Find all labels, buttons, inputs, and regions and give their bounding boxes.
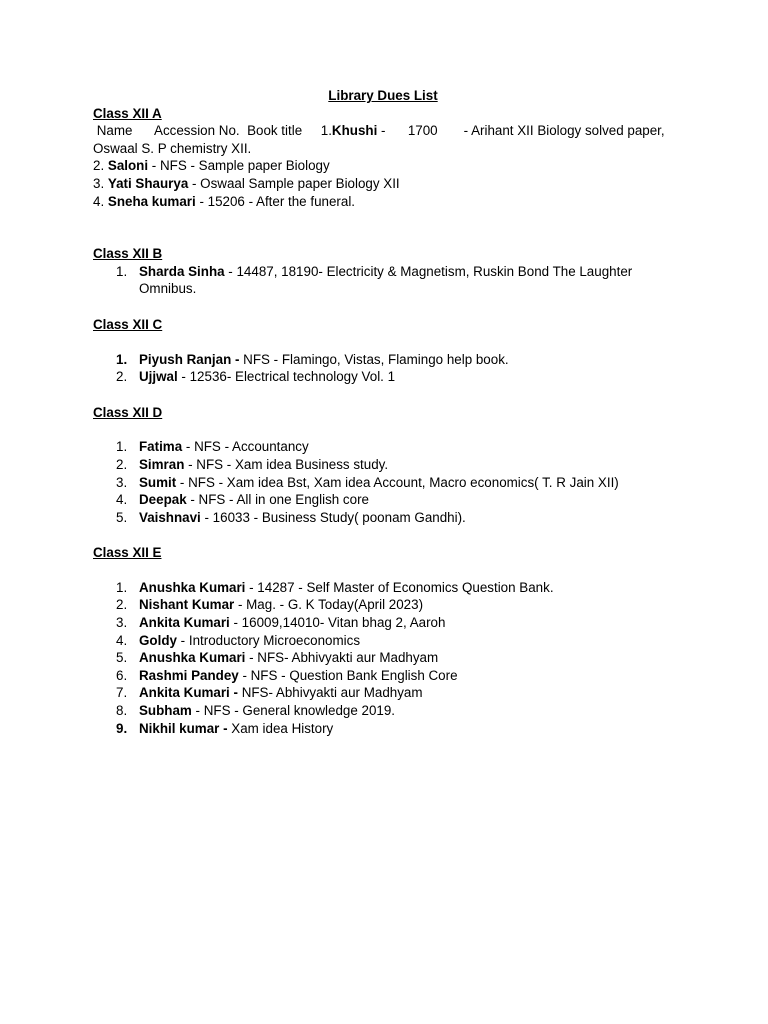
list-item [93, 368, 673, 386]
entry-details: NFS - Flamingo, Vistas, Flamingo help book. [239, 351, 509, 367]
section-heading-xii-b: Class XII B [93, 246, 163, 262]
section-heading-xii-a: Class XII A [93, 105, 162, 121]
student-name: Nishant Kumar [139, 597, 235, 613]
entry-number: 2. [116, 456, 128, 472]
student-name: Deepak [139, 492, 187, 508]
entry-details: - 14487, 18190- Electricity & Magnetism, Ruskin Bond The Laughter Omnibus. [139, 263, 633, 297]
spacer [93, 526, 673, 544]
entry-details: - NFS - Question Bank English Core [238, 667, 458, 683]
list-item [93, 614, 673, 632]
list-item [93, 632, 673, 650]
entry-details: NFS- Abhivyakti aur Madhyam [237, 685, 423, 701]
entry-details: - Oswaal Sample paper Biology XII [188, 175, 400, 191]
list-item [93, 509, 673, 527]
section-heading-xii-c: Class XII C [93, 316, 163, 332]
student-name: Fatima [139, 439, 183, 455]
entry-details: - NFS - Sample paper Biology [148, 158, 330, 174]
spacer [93, 421, 673, 438]
entry-details: - NFS - All in one English core [186, 492, 369, 508]
student-name: Anushka Kumari [139, 650, 246, 666]
entry-number: 3. [93, 175, 108, 191]
entry-number: 3. [116, 615, 128, 631]
entry-number: 1. [320, 123, 332, 139]
student-name: Subham [139, 703, 192, 719]
entry-details: - 16009,14010- Vitan bhag 2, Aaroh [229, 615, 446, 631]
entry-number: 1. [116, 579, 128, 595]
entry-number: 7. [116, 685, 128, 701]
entry-details: - NFS - Xam idea Bst, Xam idea Account, Macro economics( T. R Jain XII) [176, 474, 619, 490]
entry-details: - NFS - Xam idea Business study. [184, 456, 389, 472]
entry-number: 2. [116, 369, 128, 385]
entry-details: - 16033 - Business Study( poonam Gandhi). [200, 509, 466, 525]
section-a-entry-4 [93, 193, 673, 211]
student-name: Saloni [107, 158, 149, 174]
document-title: Library Dues List [328, 88, 438, 103]
spacer [93, 386, 673, 404]
entry-details: - 14287 - Self Master of Economics Question Bank. [245, 579, 554, 595]
spacer [93, 210, 673, 245]
student-name: Anushka Kumari [139, 579, 246, 595]
entry-details: - Introductory Microeconomics [176, 632, 361, 648]
list-item [93, 667, 673, 685]
section-a-line-1 [93, 122, 673, 157]
entry-number: 5. [116, 509, 128, 525]
student-name: Sneha kumari [107, 193, 196, 209]
entry-number: 4. [116, 632, 128, 648]
list-item [93, 351, 673, 369]
section-heading-xii-d: Class XII D [93, 404, 163, 420]
student-name: Ankita Kumari [139, 615, 230, 631]
list-item [93, 263, 673, 298]
entry-details: - NFS - Accountancy [182, 439, 309, 455]
entry-details: - 1700 - Arihant XII Biology solved paper, Oswaal S. P chemistry XII. [93, 123, 669, 156]
entry-number: 9. [116, 720, 128, 736]
entry-number: 2. [93, 158, 108, 174]
student-name: Sumit [139, 474, 177, 490]
section-a-entry-2 [93, 157, 673, 175]
entry-number: 6. [116, 667, 128, 683]
student-name: Piyush Ranjan - [139, 351, 240, 367]
section-a-entry-3 [93, 175, 673, 193]
list-item [93, 684, 673, 702]
student-name: Sharda Sinha [139, 263, 225, 279]
student-name: Khushi [331, 123, 378, 139]
student-name: Rashmi Pandey [139, 667, 239, 683]
section-b-list [93, 263, 673, 298]
entry-details: - Mag. - G. K Today(April 2023) [234, 597, 424, 613]
entry-number: 1. [116, 351, 128, 367]
section-c-list [93, 351, 673, 386]
document-body [93, 87, 673, 737]
spacer [93, 298, 673, 316]
column-headers: Name Accession No. Book title [93, 123, 321, 139]
section-d-list [93, 438, 673, 526]
student-name: Simran [139, 456, 185, 472]
student-name: Yati Shaurya [107, 175, 189, 191]
student-name: Ankita Kumari - [139, 685, 238, 701]
section-heading-xii-e: Class XII E [93, 545, 162, 561]
entry-number: 5. [116, 650, 128, 666]
spacer [93, 562, 673, 579]
student-name: Nikhil kumar - [139, 720, 228, 736]
section-e-list [93, 579, 673, 737]
list-item [93, 456, 673, 474]
student-name: Vaishnavi [139, 509, 201, 525]
list-item [93, 438, 673, 456]
entry-number: 3. [116, 474, 128, 490]
entry-number: 2. [116, 597, 128, 613]
list-item [93, 596, 673, 614]
entry-details: Xam idea History [227, 720, 334, 736]
entry-details: - NFS - General knowledge 2019. [191, 703, 396, 719]
list-item [93, 649, 673, 667]
entry-number: 4. [93, 193, 108, 209]
list-item [93, 579, 673, 597]
entry-number: 1. [116, 263, 128, 279]
student-name: Ujjwal [139, 369, 178, 385]
entry-number: 1. [116, 439, 128, 455]
list-item [93, 474, 673, 492]
entry-details: - 12536- Electrical technology Vol. 1 [177, 369, 396, 385]
entry-details: - NFS- Abhivyakti aur Madhyam [245, 650, 439, 666]
list-item [93, 702, 673, 720]
list-item [93, 720, 673, 738]
list-item [93, 491, 673, 509]
spacer [93, 334, 673, 351]
entry-details: - 15206 - After the funeral. [195, 193, 356, 209]
student-name: Goldy [139, 632, 177, 648]
entry-number: 4. [116, 492, 128, 508]
entry-number: 8. [116, 703, 128, 719]
